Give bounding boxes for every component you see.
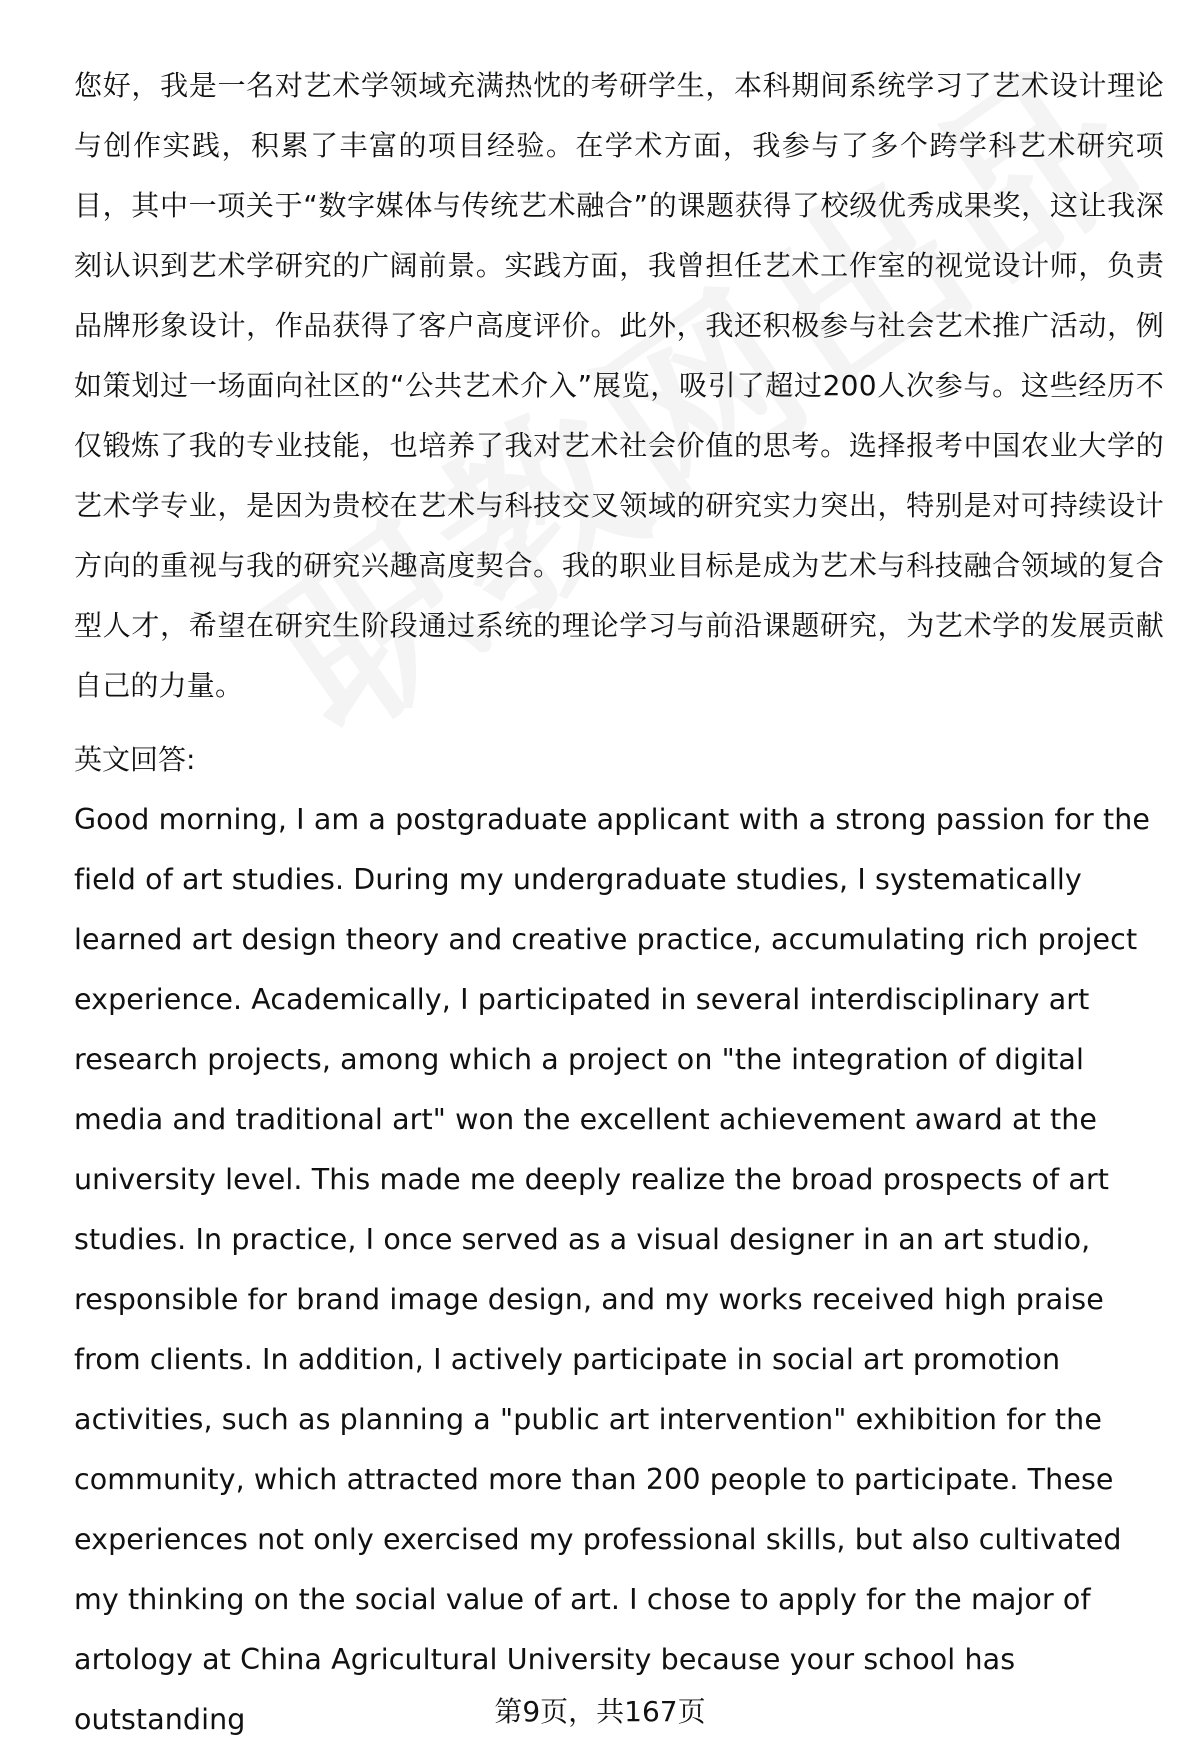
document-content (74, 56, 1164, 1750)
english-answer-paragraph: Good morning, I am a postgraduate applicant with a strong passion for the field of art studies. During my undergraduate studies, I systematically learned art design theory and creative practice, accumulating rich project experience. Academically, I participated in several interdisciplinary art research projects, among which a project on "the integration of digital media and traditional art" won the excellent achievement award at the university level. This made me deeply realize the broad prospects of art studies. In practice, I once served as a visual designer in an art studio, responsible for brand image design, and my works received high praise from clients. In addition, I actively participate in social art promotion activities, such as planning a "public art intervention" exhibition for the community, which attracted more than 200 people to participate. These experiences not only exercised my professional skills, but also cultivated my thinking on the social value of art. I chose to apply for the major of artology at China Agricultural University because your school has outstanding (74, 803, 1151, 1736)
english-answer-label: 英文回答: (74, 743, 196, 776)
chinese-answer-paragraph: 您好，我是一名对艺术学领域充满热忱的考研学生，本科期间系统学习了艺术设计理论与创作实践，积累了丰富的项目经验。在学术方面，我参与了多个跨学科艺术研究项目，其中一项关于“数字媒体与传统艺术融合”的课题获得了校级优秀成果奖，这让我深刻认识到艺术学研究的广阔前景。实践方面，我曾担任艺术工作室的视觉设计师，负责品牌形象设计，作品获得了客户高度评价。此外，我还积极参与社会艺术推广活动，例如策划过一场面向社区的“公共艺术介入”展览，吸引了超过200人次参与。这些经历不仅锻炼了我的专业技能，也培养了我对艺术社会价值的思考。选择报考中国农业大学的艺术学专业，是因为贵校在艺术与科技交叉领域的研究实力突出，特别是对可持续设计方向的重视与我的研究兴趣高度契合。我的职业目标是成为艺术与科技融合领域的复合型人才，希望在研究生阶段通过系统的理论学习与前沿课题研究，为艺术学的发展贡献自己的力量。 (74, 69, 1164, 702)
page-number-footer: 第9页，共167页 (494, 1695, 706, 1728)
